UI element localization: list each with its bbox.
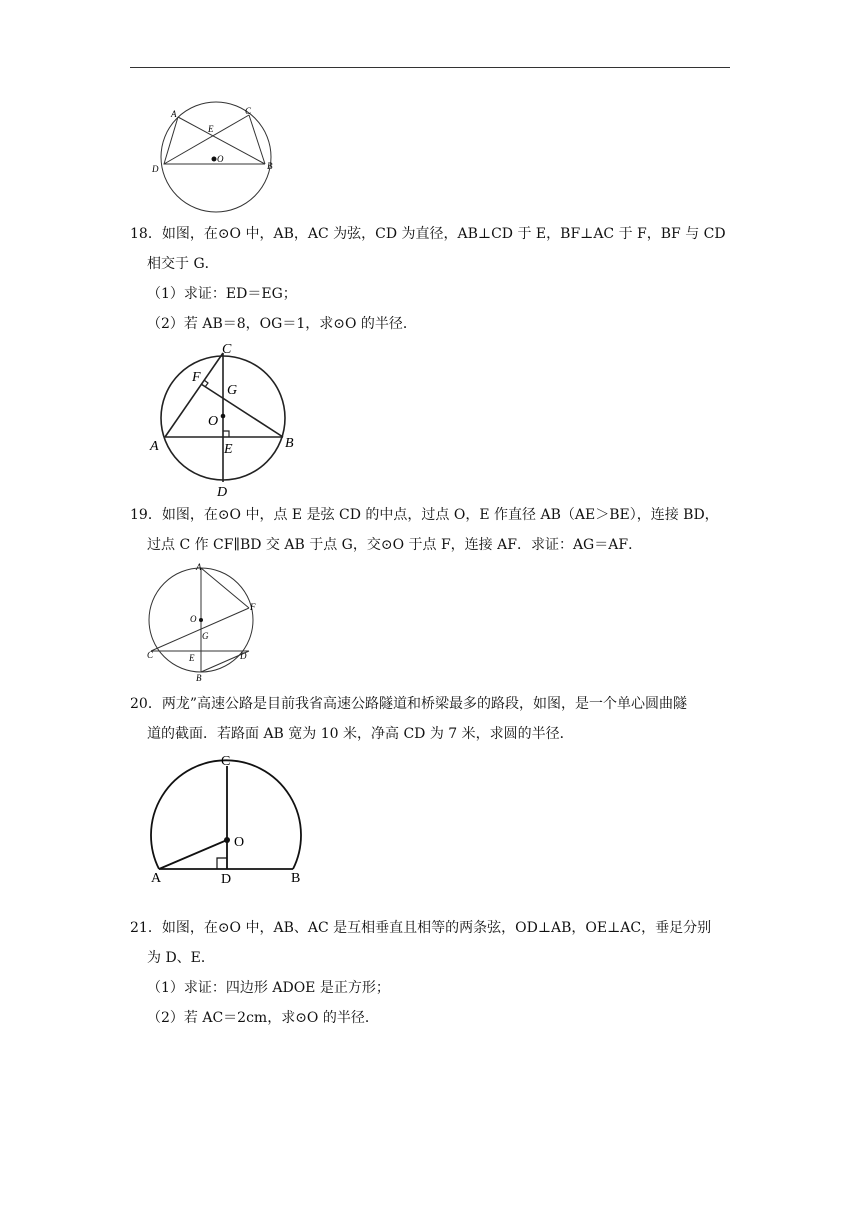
q21-line1: 21．如图，在⊙O 中，AB、AC 是互相垂直且相等的两条弦，OD⊥AB，OE⊥AC，垂足分别	[130, 920, 712, 936]
fig19-label-E: E	[189, 653, 195, 663]
fig19-label-A: A	[196, 562, 202, 572]
fig20-label-C: C	[221, 754, 231, 769]
fig18-label-C: C	[222, 342, 232, 357]
fig19-label-B: B	[196, 673, 202, 682]
figure-19	[140, 560, 270, 682]
fig18-label-D: D	[217, 485, 228, 500]
figure-17	[145, 100, 285, 215]
fig18-label-A: A	[150, 439, 159, 454]
fig20-label-A: A	[151, 871, 162, 886]
fig19-label-C: C	[147, 650, 154, 660]
q21-part2: （2）若 AC＝2cm，求⊙O 的半径．	[147, 1010, 379, 1026]
fig20-label-B: B	[291, 871, 301, 886]
q18-line2: 相交于 G．	[147, 256, 219, 272]
fig17-label-O: O	[217, 154, 224, 164]
fig18-label-E: E	[224, 442, 233, 457]
fig18-label-O: O	[208, 414, 219, 429]
fig17-label-B: B	[267, 161, 273, 171]
fig20-label-O: O	[234, 835, 245, 850]
q21-line2: 为 D、E．	[147, 950, 215, 966]
fig17-label-D: D	[152, 164, 159, 174]
q19-line2: 过点 C 作 CF∥BD 交 AB 于点 G，交⊙O 于点 F，连接 AF．求证：AG＝AF．	[147, 537, 643, 553]
fig17-label-C: C	[245, 106, 252, 116]
fig19-label-D: D	[240, 651, 247, 661]
fig20-label-D: D	[221, 872, 232, 887]
q19-line1: 19．如图，在⊙O 中，点 E 是弦 CD 的中点，过点 O，E 作直径 AB（AE＞BE），连接 BD，	[130, 507, 719, 523]
q20-line1: 20．两龙”高速公路是目前我省高速公路隧道和桥梁最多的路段，如图，是一个单心圆曲隧	[130, 696, 687, 712]
fig19-label-O: O	[190, 614, 197, 624]
fig18-label-F: F	[192, 370, 201, 385]
q18-part2: （2）若 AB＝8，OG＝1，求⊙O 的半径．	[147, 316, 417, 332]
figure-20	[145, 750, 315, 888]
fig17-label-A: A	[171, 109, 177, 119]
q18-part1: （1）求证：ED＝EG；	[147, 286, 297, 302]
q18-line1: 18．如图，在⊙O 中，AB，AC 为弦，CD 为直径，AB⊥CD 于 E，BF⊥AC 于 F，BF 与 CD	[130, 226, 726, 242]
fig19-label-F: F	[250, 602, 256, 612]
header-rule	[130, 67, 730, 68]
fig18-label-G: G	[227, 383, 238, 398]
q20-line2: 道的截面．若路面 AB 宽为 10 米，净高 CD 为 7 米，求圆的半径．	[147, 726, 574, 742]
fig18-label-B: B	[285, 436, 294, 451]
figure-18	[140, 338, 310, 500]
fig17-label-E: E	[208, 124, 214, 134]
q21-part1: （1）求证：四边形 ADOE 是正方形；	[147, 980, 390, 996]
fig19-label-G: G	[202, 631, 209, 641]
